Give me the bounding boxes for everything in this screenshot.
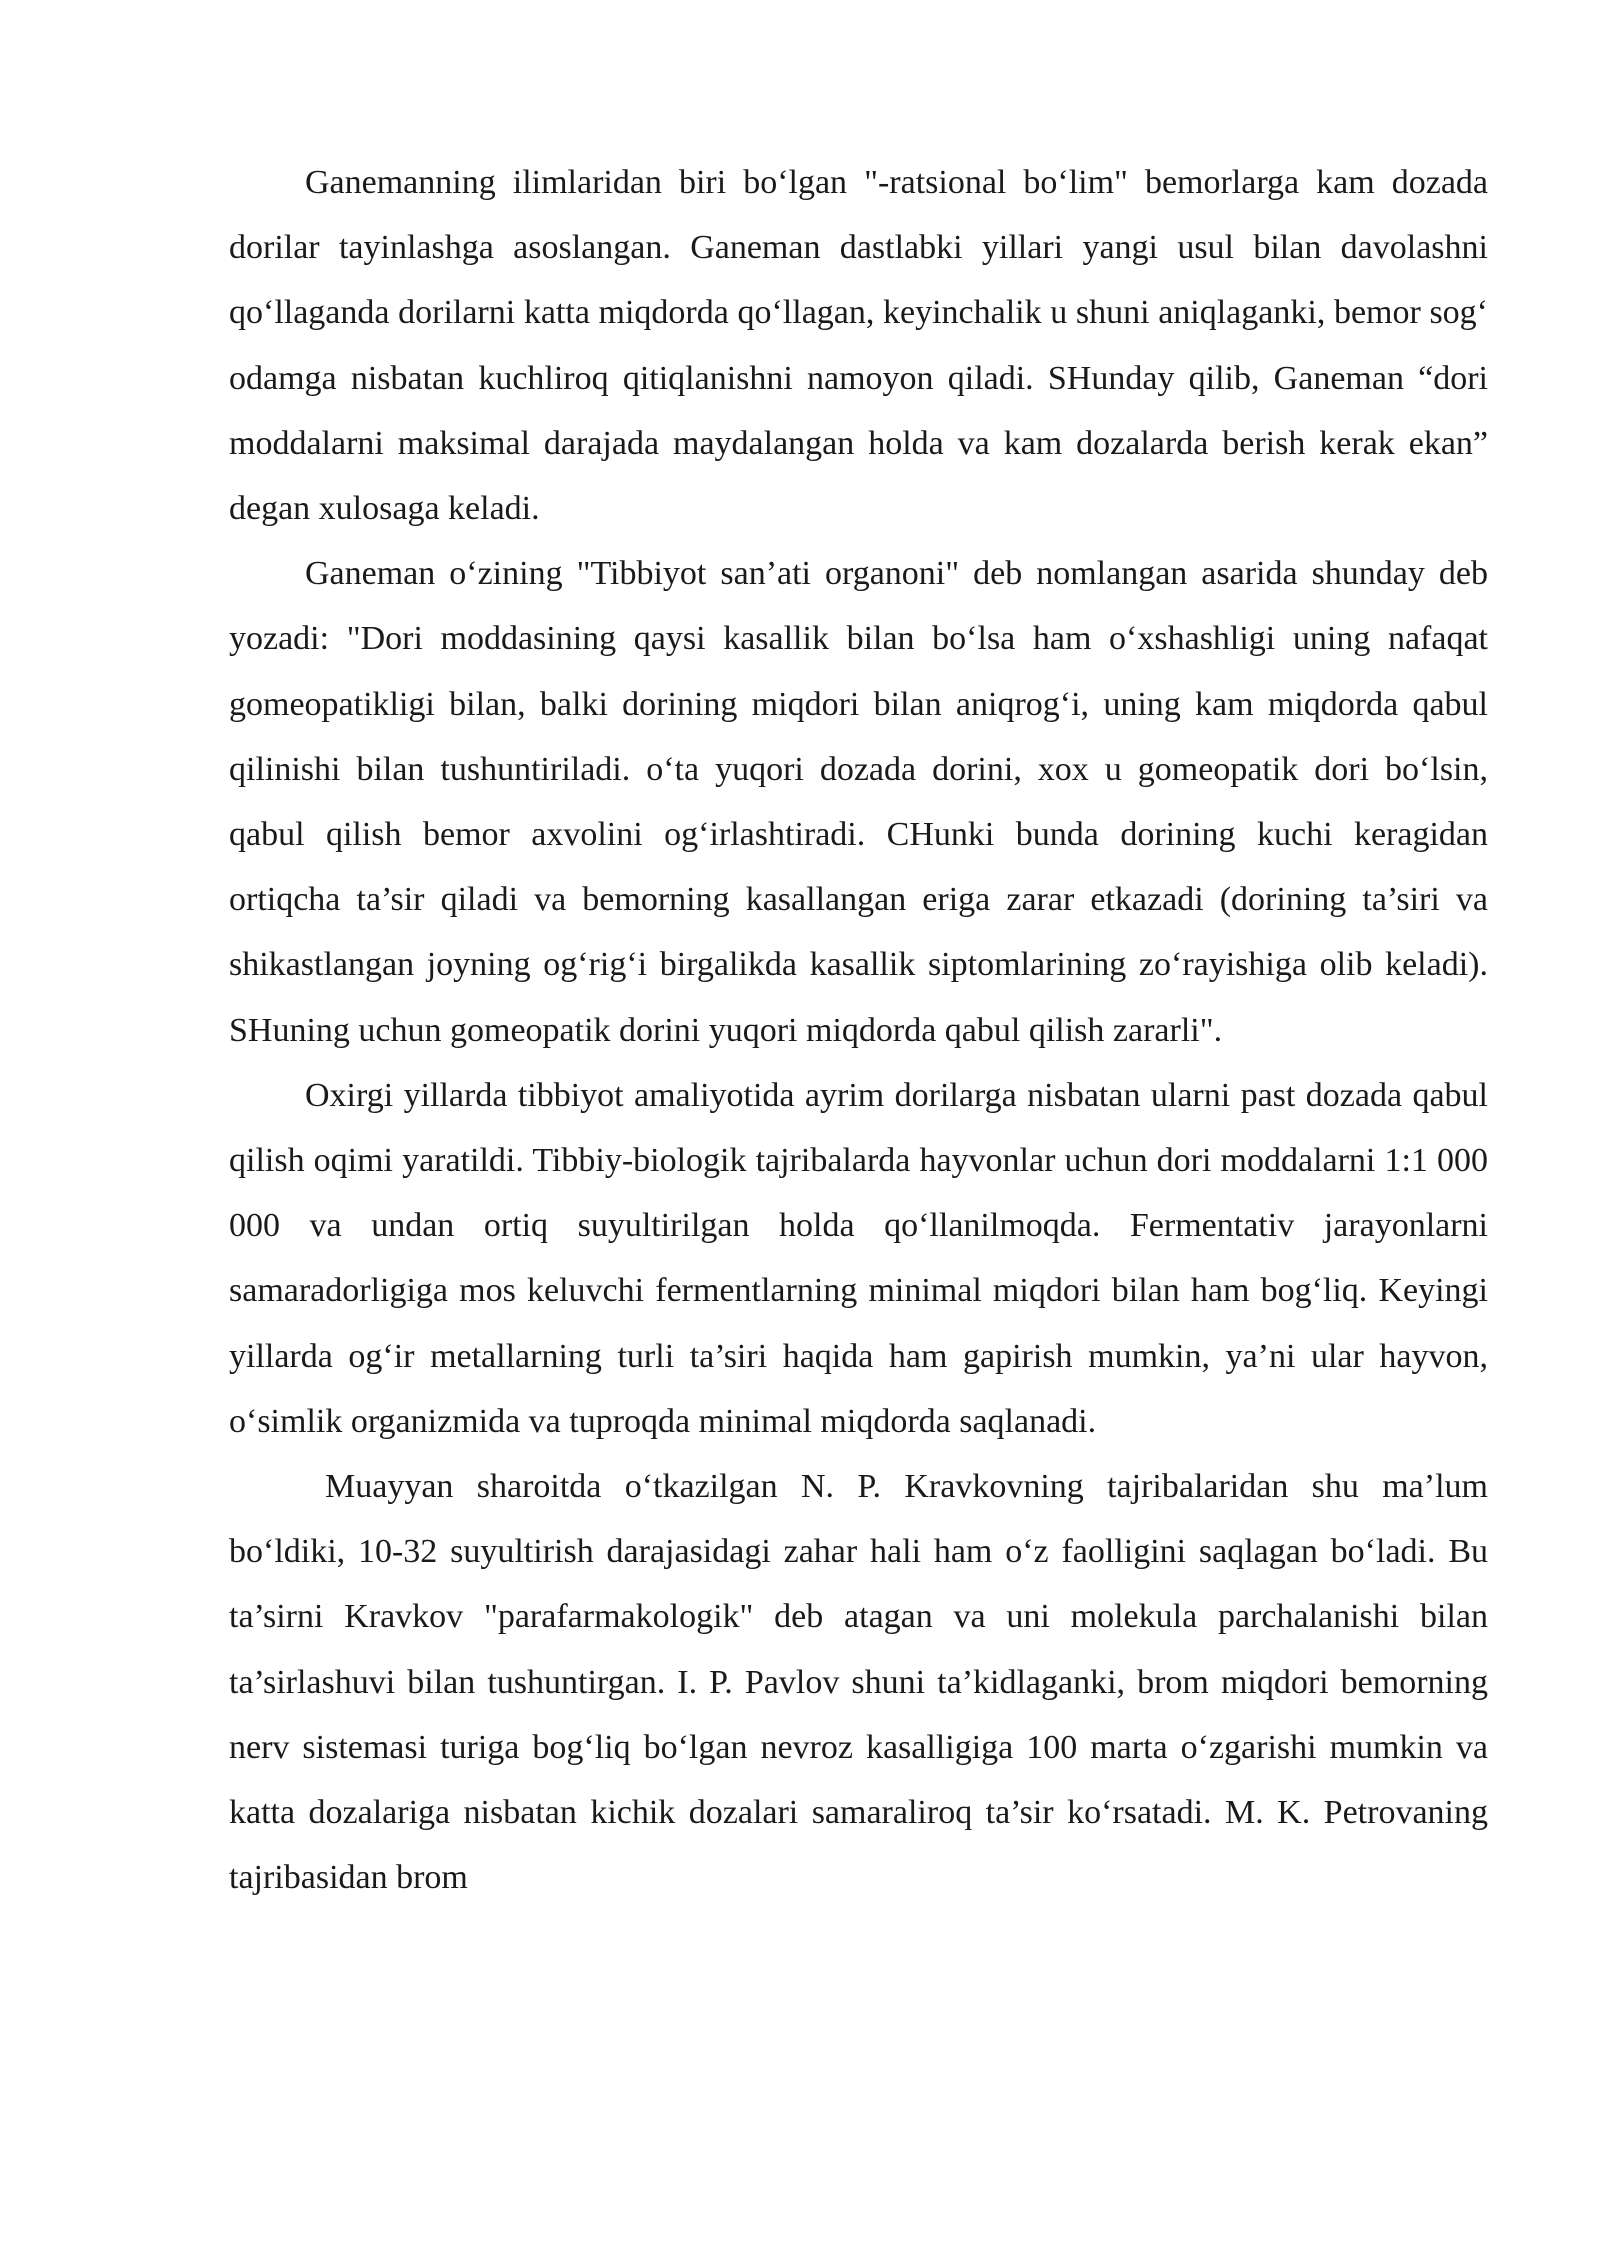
document-body [229, 150, 1488, 1910]
paragraph-kravkov-experiments: Muayyan sharoitda o‘tkazilgan N. P. Kravkovning tajribalaridan shu ma’lum bo‘ldiki, 10-32 suyultirish darajasidagi zahar hali ham o‘z faolligini saqlagan bo‘ladi. Bu ta’sirni Kravkov "parafarmakologik" deb atagan va uni molekula parchalanishi bilan ta’sirlashuvi bilan tushuntirgan. I. P. Pavlov shuni ta’kidlaganki, brom miqdori bemorning nerv sistemasi turiga bog‘liq bo‘lgan nevroz kasalligiga 100 marta o‘zgarishi mumkin va katta dozalariga nisbatan kichik dozalari samaraliroq ta’sir ko‘rsatadi. M. K. Petrovaning tajribasidan brom [229, 1468, 1488, 1897]
paragraph-ganeman-rational: Ganemanning ilimlaridan biri bo‘lgan "-ratsional bo‘lim" bemorlarga kam dozada dorilar tayinlashga asoslangan. Ganeman dastlabki yillari yangi usul bilan davolashni qo‘llaganda dorilarni katta miqdorda qo‘llagan, keyinchalik u shuni aniqlaganki, bemor sog‘ odamga nisbatan kuchliroq qitiqlanishni namoyon qiladi. SHunday qilib, Ganeman “dori moddalarni maksimal darajada maydalangan holda va kam dozalarda berish kerak ekan” degan xulosaga keladi. [229, 164, 1488, 528]
paragraph-low-dose-trend: Oxirgi yillarda tibbiyot amaliyotida ayrim dorilarga nisbatan ularni past dozada qabul qilish oqimi yaratildi. Tibbiy-biologik tajribalarda hayvonlar uchun dori moddalarni 1:1 000 000 va undan ortiq suyultirilgan holda qo‘llanilmoqda. Fermentativ jarayonlarni samaradorligiga mos keluvchi fermentlarning minimal miqdori bilan ham bog‘liq. Keyingi yillarda og‘ir metallarning turli ta’siri haqida ham gapirish mumkin, ya’ni ular hayvon, o‘simlik organizmida va tuproqda minimal miqdorda saqlanadi. [229, 1076, 1488, 1440]
paragraph-organon-quote: Ganeman o‘zining "Tibbiyot san’ati organoni" deb nomlangan asarida shunday deb yozadi: "Dori moddasining qaysi kasallik bilan bo‘lsa ham o‘xshashligi uning nafaqat gomeopatikligi bilan, balki dorining miqdori bilan aniqrog‘i, uning kam miqdorda qabul qilinishi bilan tushuntiriladi. o‘ta yuqori dozada dorini, xox u gomeopatik dori bo‘lsin, qabul qilish bemor axvolini og‘irlashtiradi. CHunki bunda dorining kuchi keragidan ortiqcha ta’sir qiladi va bemorning kasallangan eriga zarar etkazadi (dorining ta’siri va shikastlangan joyning og‘rig‘i birgalikda kasallik siptomlarining zo‘rayishiga olib keladi). SHuning uchun gomeopatik dorini yuqori miqdorda qabul qilish zararli". [229, 555, 1488, 1049]
